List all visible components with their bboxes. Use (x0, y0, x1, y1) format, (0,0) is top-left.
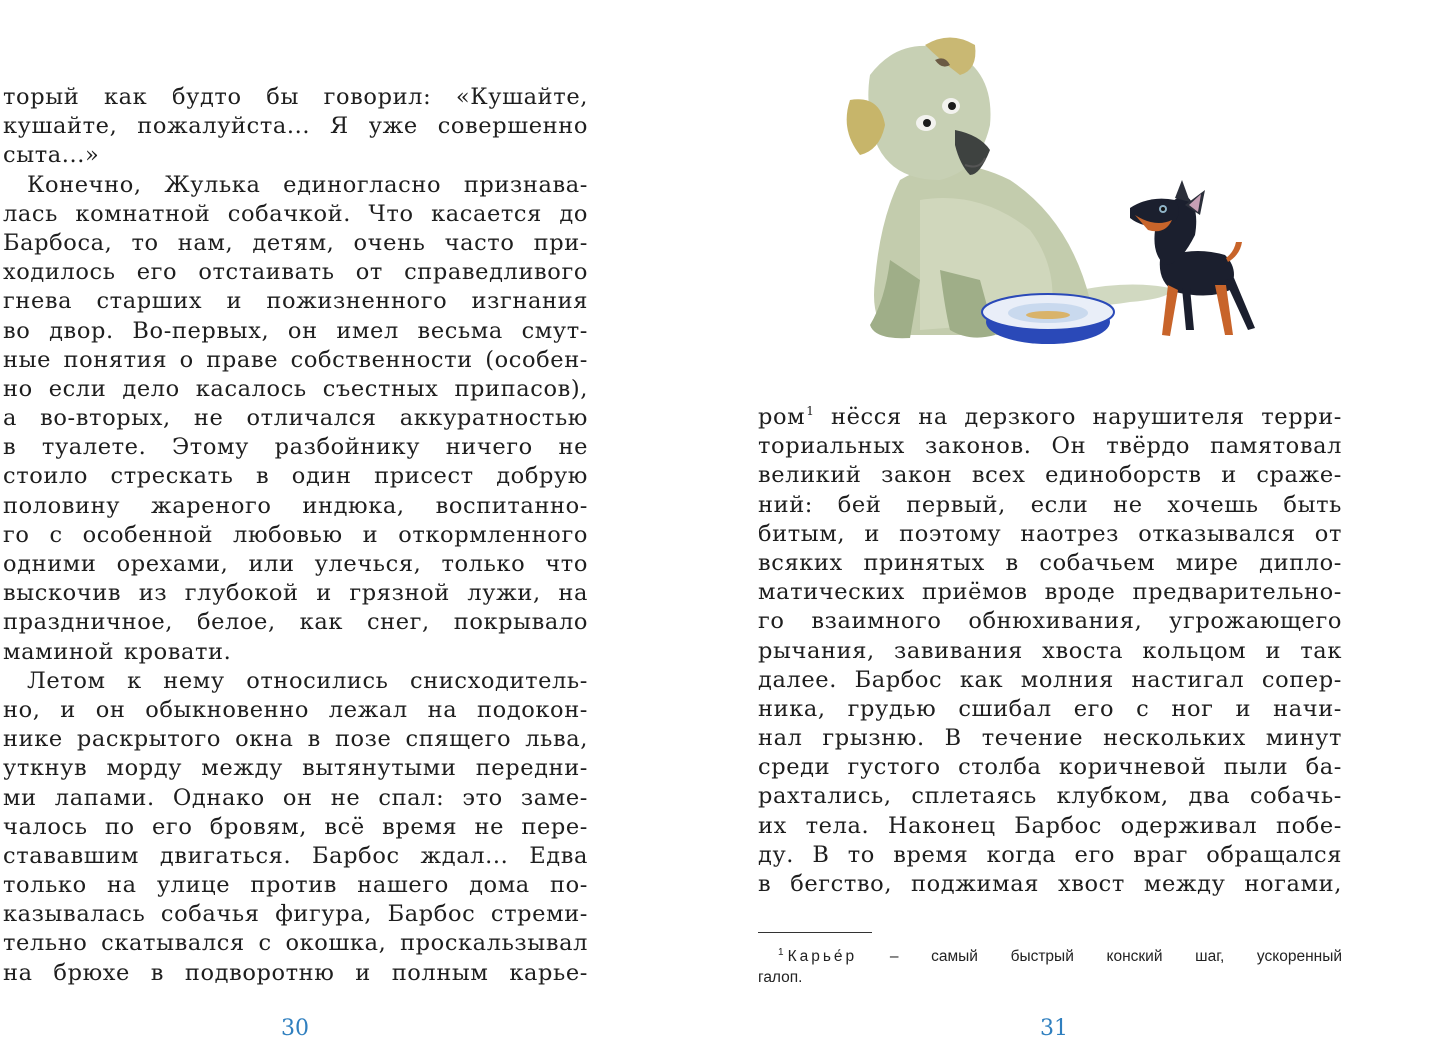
footnote (758, 942, 1342, 988)
text-line: их тела. Наконец Барбос одерживал побе- (758, 812, 1342, 839)
right-page (722, 0, 1445, 1053)
text-line: тельно скатывался с окошка, проскальзывал (3, 930, 588, 957)
text-line: в туалете. Этому разбойнику ничего не (3, 434, 588, 461)
text-line: среди густого столба коричневой пыли ба- (758, 754, 1342, 781)
text-line: ные понятия о праве собственности (особен- (3, 346, 588, 373)
footnote-marker[interactable]: 1 (806, 404, 815, 418)
text-line: но если дело касалось съестных припасов), (3, 375, 588, 402)
footnote-term: Карье́р (787, 948, 858, 965)
text-line: стоило стрескать в один присест добрую (3, 463, 588, 490)
text-line: праздничное, белое, как снег, покрывало (3, 609, 588, 636)
text-line: но, и он обыкновенно лежал на подокон- (3, 696, 588, 723)
text-line: далее. Барбос как молния настигал сопер- (758, 666, 1342, 693)
paragraph-start-line: Летом к нему относились снисходитель- (27, 667, 588, 694)
text-line: половину жареного индюка, воспитанно- (3, 492, 588, 519)
page-number-right: 31 (1040, 1016, 1068, 1041)
text-line: гнева старших и пожизненного изгнания (3, 288, 588, 315)
left-page-text (3, 83, 588, 988)
text-line: матических приёмов вроде предварительно- (758, 579, 1342, 606)
text-line: го взаимного обнюхивания, угрожающего (758, 608, 1342, 635)
footnote-definition: – самый быстрый конский шаг, ускоренный (889, 948, 1342, 965)
paragraph-start-line: Конечно, Жулька единогласно признава- (27, 171, 588, 198)
text-line: чалось по его бровям, всё время не пере- (3, 813, 588, 840)
text-line: великий закон всех единоборств и сраже- (758, 462, 1342, 489)
footnote-line (758, 942, 1342, 967)
text-line: битым, и поэтому наотрез отказывался от (758, 520, 1342, 547)
text-line: выскочив из глубокой и грязной лужи, на (3, 580, 588, 607)
text-line: только на улице против нашего дома по- (3, 872, 588, 899)
text-line: сыта...» (3, 142, 100, 169)
right-page-text (758, 403, 1342, 899)
text-line: рычания, завивания хвоста кольцом и так (758, 637, 1342, 664)
text-line: казывалась собачья фигура, Барбос стреми- (3, 901, 588, 928)
text-line: ми лапами. Однако он не спал: это заме- (3, 784, 588, 811)
footnote-number: 1 (778, 947, 784, 958)
text-line: нал грызню. В течение нескольких минут (758, 725, 1342, 752)
text-line: в бегство, поджимая хвост между ногами, (758, 871, 1342, 897)
text-line: ника, грудью сшибал его с ног и начи- (758, 695, 1342, 722)
text-line: нике раскрытого окна в позе спящего льва, (3, 726, 588, 753)
footnote-divider (758, 932, 872, 933)
text-line: ториальных законов. Он твёрдо памятовал (758, 433, 1342, 460)
text-line: одними орехами, или улечься, только что (3, 551, 588, 577)
text-line: уткнув морду между вытянутыми передни- (3, 755, 588, 782)
text-line: а во-вторых, не отличался аккуратностью (3, 405, 588, 432)
footnoted-word: ром (758, 404, 806, 430)
text-line: го с особенной любовью и откормленного (3, 521, 588, 548)
page-number-left: 30 (281, 1016, 309, 1041)
text-line: во двор. Во-первых, он имел весьма смут- (3, 317, 588, 344)
left-page (0, 0, 722, 1053)
text-line: всяких принятых в собачьем мире дипло- (758, 549, 1342, 576)
text-line: Барбоса, то нам, детям, очень часто при- (3, 229, 588, 256)
text-line: кушайте, пожалуйста... Я уже совершенно (3, 113, 588, 140)
text-line: ходилось его отстаивать от справедливого (3, 259, 588, 286)
text-line-rest: нёсся на дерзкого нарушителя терри- (814, 404, 1342, 430)
text-line: лась комнатной собачкой. Что касается до (3, 200, 588, 227)
text-line: на брюхе в подворотню и полным карье- (3, 959, 588, 986)
text-line: маминой кровати. (3, 638, 232, 665)
text-line-with-footnote (758, 403, 1342, 432)
text-line: ду. В то время когда его враг обращался (758, 841, 1342, 868)
text-line: рахтались, сплетаясь клубком, два собачь- (758, 783, 1342, 810)
text-line: стававшим двигаться. Барбос ждал... Едва (3, 842, 588, 869)
footnote-line: галоп. (758, 969, 803, 986)
text-line: ний: бей первый, если не хочешь быть (758, 491, 1342, 518)
text-line: торый как будто бы говорил: «Кушайте, (3, 84, 588, 110)
